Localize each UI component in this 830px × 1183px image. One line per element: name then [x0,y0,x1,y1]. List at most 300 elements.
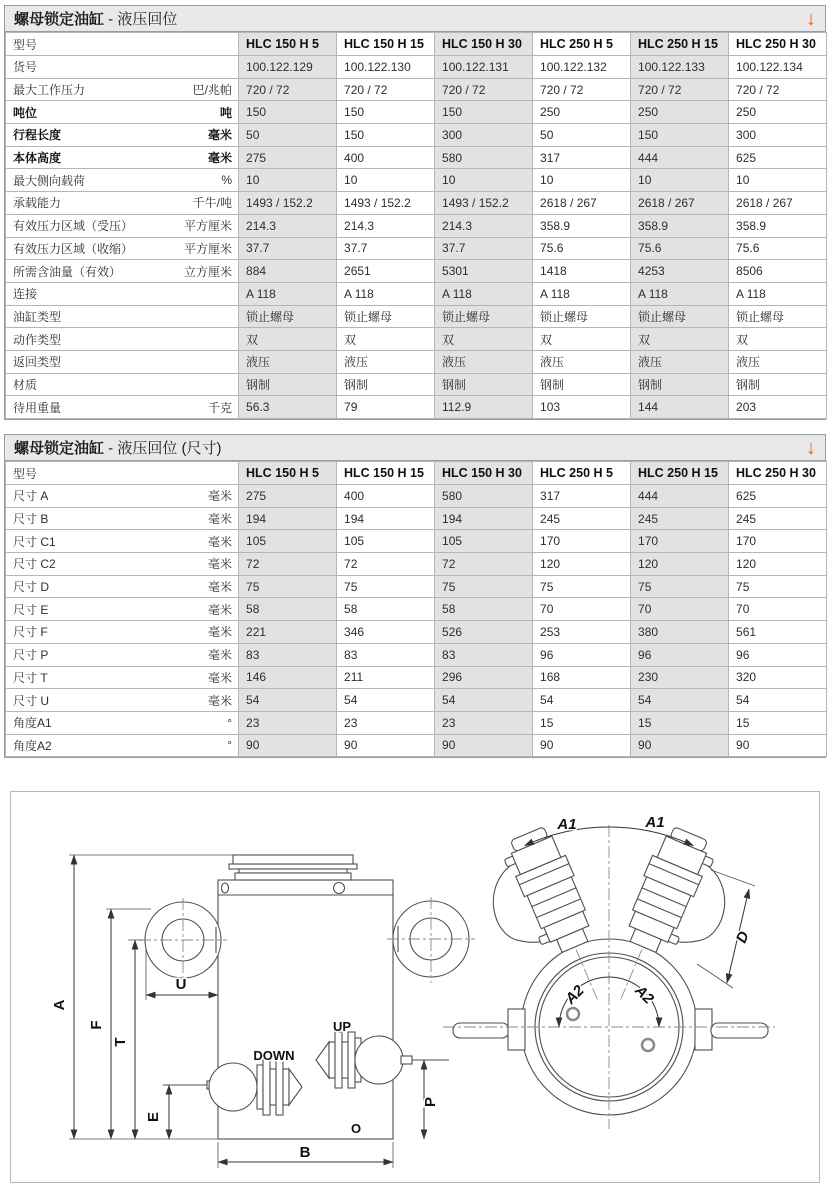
dim-label-a1-right: A1 [645,814,665,832]
cell-value: 钢制 [239,373,337,396]
cell-value: 300 [435,124,533,147]
dimensions-table-section [4,434,826,758]
table-row [6,621,827,644]
cell-value: 580 [435,146,533,169]
dimensions-title-bar [5,435,825,461]
cell-value: 75 [239,575,337,598]
row-label: 尺寸 U [6,689,156,712]
specs-table [5,32,827,419]
cell-value: 96 [631,643,729,666]
cell-value: 2651 [337,260,435,283]
cell-value: 双 [533,328,631,351]
row-label: 尺寸 C1 [6,530,156,553]
row-unit: 毫米 [156,621,239,644]
cell-value: 54 [729,689,827,712]
front-view [51,855,475,1168]
cell-value: 58 [435,598,533,621]
cell-value: 50 [533,124,631,147]
cell-value: 444 [631,485,729,508]
cell-value: 10 [729,169,827,192]
cell-value: 钢制 [533,373,631,396]
row-unit: 毫米 [156,689,239,712]
column-header: HLC 150 H 15 [337,462,435,485]
cell-value: 锁止螺母 [631,305,729,328]
cell-value: 194 [239,507,337,530]
cell-value: 10 [631,169,729,192]
port-hole [567,1008,579,1020]
cell-value: 56.3 [239,396,337,419]
cell-value: 75.6 [533,237,631,260]
column-header: HLC 150 H 15 [337,33,435,56]
row-label: 尺寸 B [6,507,156,530]
row-unit [156,373,239,396]
row-unit: 毫米 [156,124,239,147]
cell-value: 720 / 72 [239,78,337,101]
cell-value: 105 [239,530,337,553]
cell-value: A 118 [337,282,435,305]
dimensions-header-row [6,462,827,485]
dim-label-t: T [112,1037,129,1047]
cell-value: 2618 / 267 [533,192,631,215]
row-label: 承载能力 [6,192,156,215]
row-label: 所需含油量（有效） [6,260,156,283]
row-label: 最大工作压力 [6,78,156,101]
cell-value: 70 [533,598,631,621]
cell-value: 214.3 [435,214,533,237]
down-coupler [163,1059,302,1115]
cell-value: 150 [337,124,435,147]
dim-label-p: P [422,1097,439,1108]
dim-label-f: F [88,1020,105,1030]
technical-drawing [11,792,819,1182]
cell-value: 37.7 [337,237,435,260]
row-unit: 毫米 [156,643,239,666]
cell-value: 58 [337,598,435,621]
cell-value: 100.122.130 [337,56,435,79]
row-unit: 毫米 [156,575,239,598]
row-label: 尺寸 A [6,485,156,508]
cell-value: 37.7 [435,237,533,260]
cell-value: 1493 / 152.2 [239,192,337,215]
cell-value: 194 [435,507,533,530]
cell-value: 90 [631,734,729,757]
cell-value: 37.7 [239,237,337,260]
cell-value: 625 [729,485,827,508]
cell-value: 83 [337,643,435,666]
row-label: 角度A1 [6,711,156,734]
cell-value: 380 [631,621,729,644]
cell-value: 钢制 [435,373,533,396]
dim-label-a1-left: A1 [557,816,577,834]
cell-value: 23 [239,711,337,734]
cell-value: 150 [435,101,533,124]
cell-value: 液压 [337,350,435,373]
cell-value: A 118 [533,282,631,305]
dim-label-d: D [732,929,753,946]
cell-value: 253 [533,621,631,644]
down-label: DOWN [253,1048,295,1064]
specs-title-suffix: - 液压回位 [104,11,178,28]
cell-value: 144 [631,396,729,419]
cell-value: 245 [729,507,827,530]
row-unit [156,350,239,373]
cell-value: 75 [337,575,435,598]
table-row [6,485,827,508]
cell-value: 168 [533,666,631,689]
cell-value: 150 [631,124,729,147]
cell-value: 90 [729,734,827,757]
cell-value: 230 [631,666,729,689]
cell-value: 245 [631,507,729,530]
cell-value: 72 [337,553,435,576]
dimensions-table [5,461,827,757]
cell-value: 79 [337,396,435,419]
cell-value: 120 [533,553,631,576]
cell-value: 211 [337,666,435,689]
cell-value: 72 [435,553,533,576]
cell-value: 54 [533,689,631,712]
cell-value: 444 [631,146,729,169]
table-row [6,530,827,553]
cell-value: 液压 [239,350,337,373]
column-header: HLC 150 H 5 [239,33,337,56]
cell-value: 15 [729,711,827,734]
cell-value: A 118 [435,282,533,305]
row-unit: 巴/兆帕 [156,78,239,101]
cell-value: 钢制 [337,373,435,396]
handle-right [695,1009,768,1050]
row-unit [156,56,239,79]
table-row [6,643,827,666]
cell-value: 54 [435,689,533,712]
cell-value: 320 [729,666,827,689]
table-row [6,305,827,328]
cell-value: 10 [239,169,337,192]
cell-value: 90 [435,734,533,757]
specs-header-row [6,33,827,56]
column-header: HLC 250 H 15 [631,33,729,56]
up-coupler [316,1032,449,1088]
cell-value: 100.122.131 [435,56,533,79]
cell-value: 221 [239,621,337,644]
cell-value: 54 [337,689,435,712]
table-row [6,507,827,530]
cell-value: 296 [435,666,533,689]
table-row [6,192,827,215]
cell-value: 358.9 [533,214,631,237]
cell-value: 317 [533,485,631,508]
cell-value: 双 [729,328,827,351]
dimensions-title: 螺母锁定油缸 [14,440,105,457]
table-row [6,575,827,598]
cell-value: 96 [729,643,827,666]
column-header-model: 型号 [6,462,239,485]
row-unit: % [156,169,239,192]
table-row [6,237,827,260]
cell-value: 23 [337,711,435,734]
cell-value: 双 [337,328,435,351]
row-unit: 毫米 [156,666,239,689]
cell-value: 720 / 72 [631,78,729,101]
table-row [6,598,827,621]
cell-value: 90 [533,734,631,757]
cell-value: 23 [435,711,533,734]
cell-value: 720 / 72 [337,78,435,101]
cell-value: 170 [729,530,827,553]
column-header: HLC 250 H 15 [631,462,729,485]
cell-value: 液压 [729,350,827,373]
cell-value: 275 [239,485,337,508]
cell-value: 15 [533,711,631,734]
table-row [6,214,827,237]
cell-value: 170 [631,530,729,553]
cell-value: 100.122.134 [729,56,827,79]
cell-value: 150 [239,101,337,124]
cell-value: 液压 [631,350,729,373]
row-label: 尺寸 P [6,643,156,666]
cell-value: 双 [631,328,729,351]
cell-value: 526 [435,621,533,644]
up-label: UP [332,1019,352,1035]
cell-value: 锁止螺母 [435,305,533,328]
handle-left [453,1009,525,1050]
cell-value: 346 [337,621,435,644]
table-row [6,146,827,169]
row-unit: 平方厘米 [156,214,239,237]
cell-value: 100.122.133 [631,56,729,79]
cell-value: 54 [239,689,337,712]
row-label: 吨位 [6,101,156,124]
cell-value: 54 [631,689,729,712]
cell-value: A 118 [631,282,729,305]
cell-value: 8506 [729,260,827,283]
cell-value: 146 [239,666,337,689]
cell-value: 70 [729,598,827,621]
cell-value: 90 [337,734,435,757]
row-label: 本体高度 [6,146,156,169]
table-row [6,328,827,351]
download-arrow-icon[interactable]: ↓ [806,7,816,30]
cell-value: 112.9 [435,396,533,419]
lifting-eye-left [139,898,227,984]
dim-label-a: A [51,999,68,1011]
cell-value: 液压 [533,350,631,373]
cell-value: 1418 [533,260,631,283]
cell-value: 275 [239,146,337,169]
dim-label-a2-right: A2 [631,982,657,1008]
row-label: 尺寸 C2 [6,553,156,576]
cell-value: A 118 [729,282,827,305]
column-header: HLC 250 H 5 [533,462,631,485]
cell-value: 245 [533,507,631,530]
dimensions-title-suffix: - 液压回位 (尺寸) [104,440,222,457]
cell-value: 120 [729,553,827,576]
cell-value: 100.122.129 [239,56,337,79]
cell-value: 400 [337,146,435,169]
cell-value: 194 [337,507,435,530]
cell-value: 203 [729,396,827,419]
row-label: 尺寸 E [6,598,156,621]
cell-value: 250 [729,101,827,124]
dim-label-b: B [299,1144,311,1162]
row-label: 货号 [6,56,156,79]
cell-value: 150 [337,101,435,124]
table-row [6,666,827,689]
dim-label-u: U [175,976,187,994]
cell-value: A 118 [239,282,337,305]
row-label: 最大侧向载荷 [6,169,156,192]
top-view [443,814,775,1129]
cell-value: 103 [533,396,631,419]
cell-value: 105 [435,530,533,553]
cell-value: 75.6 [729,237,827,260]
cell-value: 2618 / 267 [631,192,729,215]
table-row [6,553,827,576]
cell-value: 钢制 [631,373,729,396]
row-label: 连接 [6,282,156,305]
specs-title-bar [5,6,825,32]
row-label: 动作类型 [6,328,156,351]
dim-label-a2-left: A2 [562,982,588,1008]
cell-value: 75 [631,575,729,598]
cell-value: 双 [435,328,533,351]
cell-value: 锁止螺母 [337,305,435,328]
row-unit: 毫米 [156,507,239,530]
port-label-o: O [350,1121,362,1137]
cell-value: 15 [631,711,729,734]
column-header: HLC 150 H 30 [435,33,533,56]
specs-title: 螺母锁定油缸 [14,11,105,28]
dim-label-e: E [145,1112,162,1123]
table-row [6,56,827,79]
table-row [6,101,827,124]
row-unit: 吨 [156,101,239,124]
cell-value: 358.9 [631,214,729,237]
row-label: 返回类型 [6,350,156,373]
row-label: 油缸类型 [6,305,156,328]
row-unit: 毫米 [156,530,239,553]
table-row [6,734,827,757]
cell-value: 1493 / 152.2 [435,192,533,215]
row-label: 材质 [6,373,156,396]
column-header-model: 型号 [6,33,239,56]
cell-value: 120 [631,553,729,576]
cell-value: 75 [729,575,827,598]
cell-value: 70 [631,598,729,621]
cell-value: 2618 / 267 [729,192,827,215]
cell-value: 400 [337,485,435,508]
cell-value: 5301 [435,260,533,283]
table-row [6,282,827,305]
cell-value: 580 [435,485,533,508]
specs-table-section [4,5,826,420]
cell-value: 锁止螺母 [239,305,337,328]
cell-value: 83 [435,643,533,666]
row-unit [156,282,239,305]
row-unit: ° [156,734,239,757]
row-label: 尺寸 D [6,575,156,598]
cell-value: 75 [533,575,631,598]
cell-value: 钢制 [729,373,827,396]
cell-value: 液压 [435,350,533,373]
table-row [6,689,827,712]
cell-value: 214.3 [337,214,435,237]
row-unit [156,328,239,351]
cell-value: 884 [239,260,337,283]
column-header: HLC 250 H 30 [729,462,827,485]
row-label: 有效压力区域（受压） [6,214,156,237]
lifting-eye-right [387,897,475,983]
cell-value: 720 / 72 [435,78,533,101]
row-unit: 千克 [156,396,239,419]
cell-value: 83 [239,643,337,666]
row-label: 尺寸 T [6,666,156,689]
saddle [233,855,353,864]
cell-value: 300 [729,124,827,147]
cell-value: 双 [239,328,337,351]
column-header: HLC 150 H 5 [239,462,337,485]
cell-value: 75.6 [631,237,729,260]
row-label: 有效压力区域（收缩） [6,237,156,260]
table-row [6,260,827,283]
cell-value: 720 / 72 [729,78,827,101]
table-row [6,373,827,396]
cell-value: 625 [729,146,827,169]
cell-value: 4253 [631,260,729,283]
cell-value: 10 [435,169,533,192]
row-unit: 千牛/吨 [156,192,239,215]
column-header: HLC 250 H 5 [533,33,631,56]
cell-value: 72 [239,553,337,576]
table-row [6,78,827,101]
row-unit: 平方厘米 [156,237,239,260]
table-row [6,124,827,147]
row-label: 行程长度 [6,124,156,147]
cell-value: 170 [533,530,631,553]
technical-drawing-panel [10,791,820,1183]
row-label: 尺寸 F [6,621,156,644]
row-unit: 立方厘米 [156,260,239,283]
row-unit: 毫米 [156,553,239,576]
cell-value: 10 [337,169,435,192]
table-row [6,711,827,734]
cell-value: 1493 / 152.2 [337,192,435,215]
cell-value: 锁止螺母 [729,305,827,328]
cell-value: 720 / 72 [533,78,631,101]
cell-value: 105 [337,530,435,553]
row-unit: 毫米 [156,485,239,508]
port-hole [642,1039,654,1051]
cell-value: 214.3 [239,214,337,237]
column-header: HLC 250 H 30 [729,33,827,56]
cell-value: 250 [533,101,631,124]
cell-value: 561 [729,621,827,644]
cell-value: 100.122.132 [533,56,631,79]
download-arrow-icon[interactable]: ↓ [806,436,816,459]
cell-value: 90 [239,734,337,757]
cell-value: 250 [631,101,729,124]
row-unit: ° [156,711,239,734]
cell-value: 10 [533,169,631,192]
cell-value: 75 [435,575,533,598]
cell-value: 96 [533,643,631,666]
table-row [6,350,827,373]
cell-value: 50 [239,124,337,147]
row-unit [156,305,239,328]
column-header: HLC 150 H 30 [435,462,533,485]
cell-value: 358.9 [729,214,827,237]
row-unit: 毫米 [156,146,239,169]
